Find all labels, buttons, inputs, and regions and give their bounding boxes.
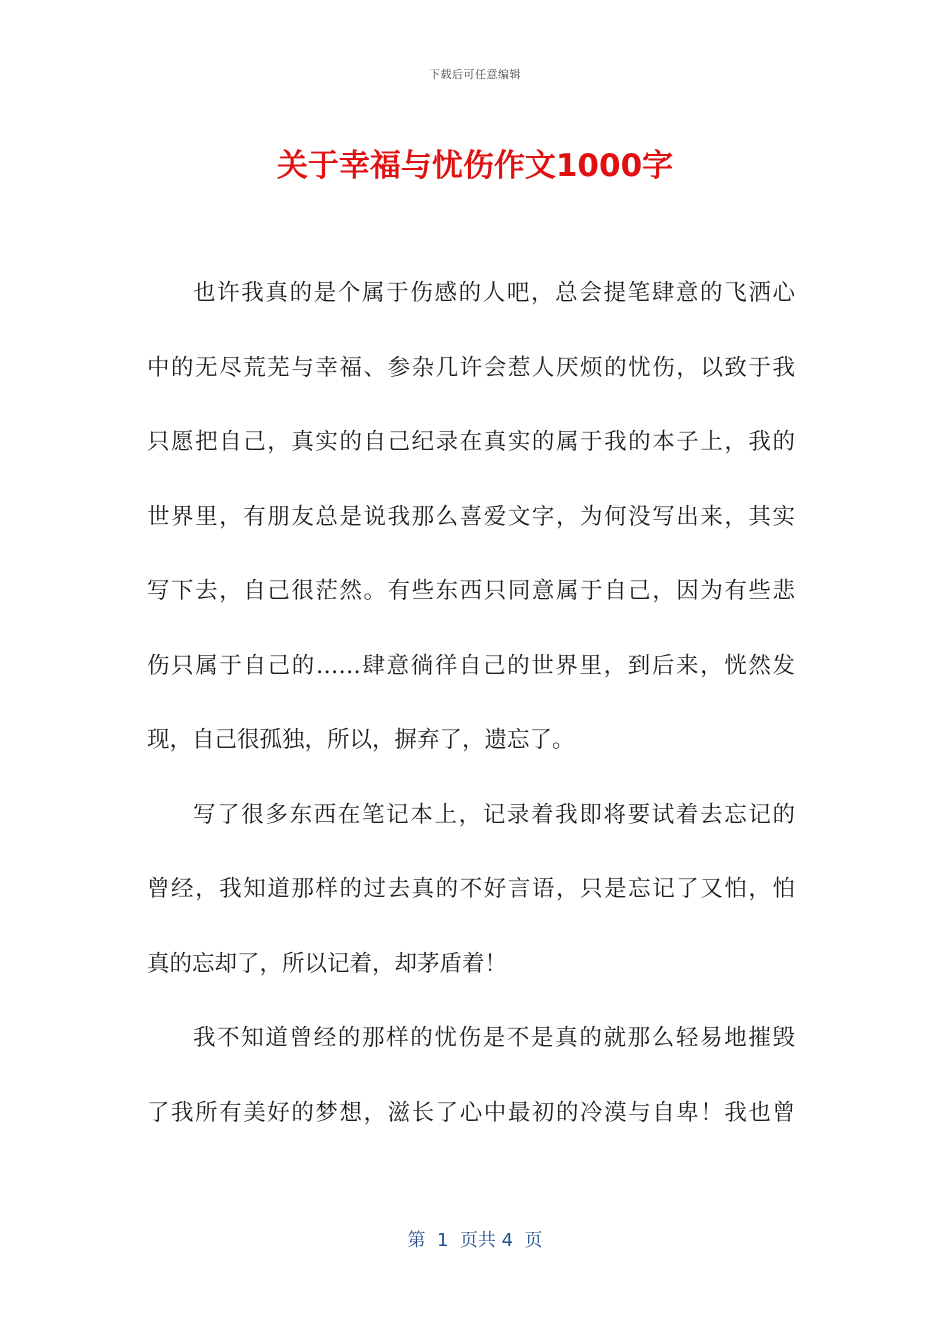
text-line: 世界里，有朋友总是说我那么喜爱文字，为何没写出来，其实	[147, 503, 795, 530]
document-body	[147, 256, 795, 1150]
text-line: 伤只属于自己的……肆意徜徉自己的世界里，到后来，恍然发	[147, 652, 795, 679]
paragraph-2	[147, 778, 795, 1002]
text-line: 写下去，自己很茫然。有些东西只同意属于自己，因为有些悲	[147, 578, 795, 604]
document-title: 关于幸福与忧伤作文1000字	[276, 148, 674, 184]
text-line: 中的无尽荒芜与幸福、参杂几许会惹人厌烦的忧伤，以致于我	[147, 354, 795, 381]
text-line: 也许我真的是个属于伤感的人吧，总会提笔肆意的飞洒心	[193, 280, 795, 306]
paragraph-1	[147, 256, 795, 778]
text-line: 了我所有美好的梦想，滋长了心中最初的冷漠与自卑！我也曾	[147, 1099, 795, 1126]
page-number-footer: 第 1 页共 4 页	[407, 1230, 543, 1251]
text-line: 只愿把自己，真实的自己纪录在真实的属于我的本子上，我的	[147, 429, 795, 455]
paragraph-3	[147, 1001, 795, 1150]
text-line: 现，自己很孤独，所以，摒弃了，遗忘了。	[147, 727, 575, 753]
text-line: 写了很多东西在笔记本上，记录着我即将要试着去忘记的	[193, 801, 795, 828]
text-line: 我不知道曾经的那样的忧伤是不是真的就那么轻易地摧毁	[193, 1025, 795, 1051]
text-line: 曾经，我知道那样的过去真的不好言语，只是忘记了又怕，怕	[147, 876, 795, 902]
header-note: 下载后可任意编辑	[429, 68, 521, 81]
text-line: 真的忘却了，所以记着，却茅盾着！	[147, 950, 508, 977]
